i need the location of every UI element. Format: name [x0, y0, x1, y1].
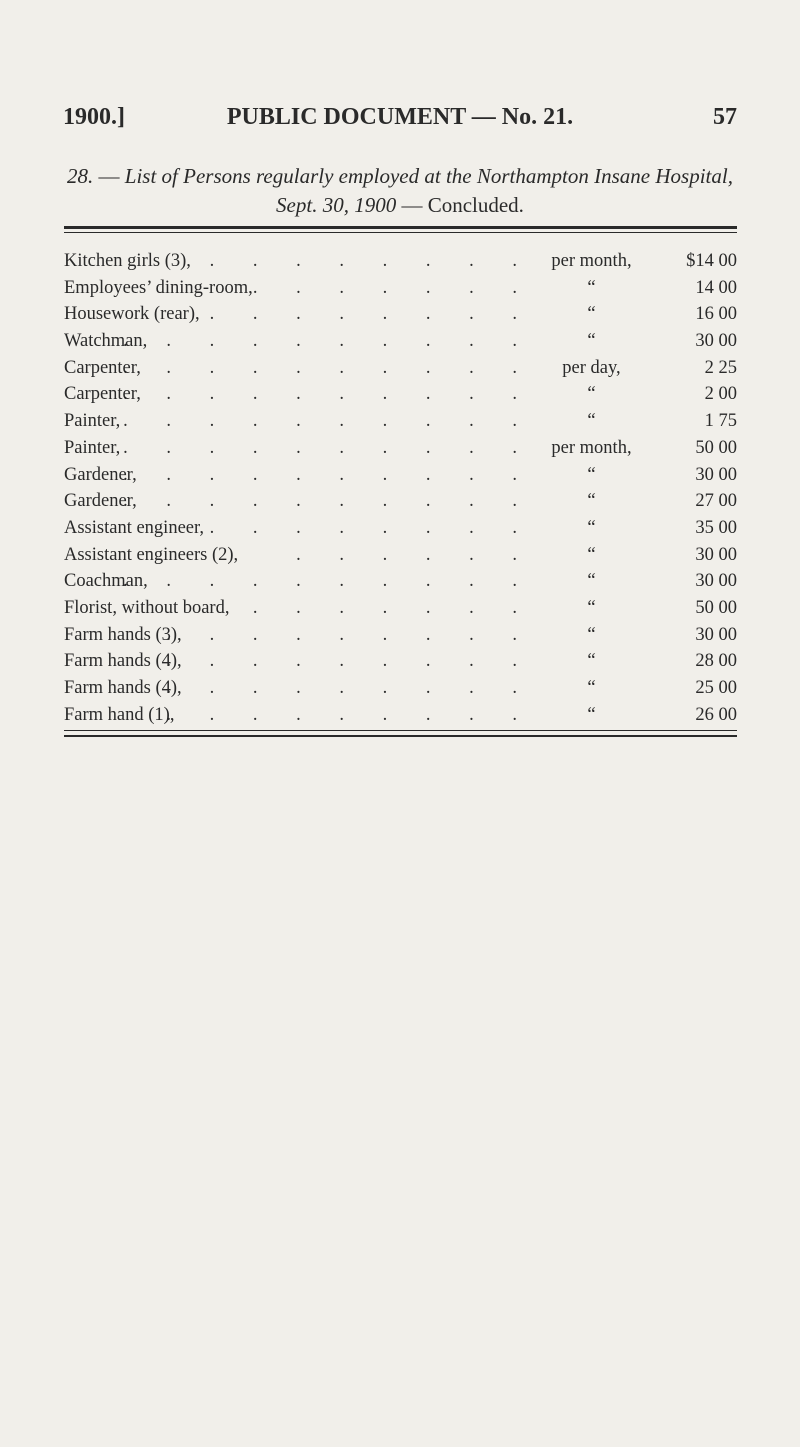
row-label: Housework (rear),	[64, 304, 200, 325]
leader-dots: . . . . . . . . . .	[123, 384, 534, 405]
row-amount: 27 00	[695, 491, 737, 512]
row-rate: “	[587, 491, 596, 512]
table-row	[64, 355, 737, 382]
row-amount: 50 00	[695, 437, 737, 458]
row-rate: per month,	[551, 251, 632, 271]
table-row	[64, 648, 737, 675]
row-amount: 30 00	[695, 624, 737, 645]
row-label: Farm hands (4),	[64, 678, 182, 698]
row-amount: 30 00	[695, 544, 737, 565]
leader-dots: . . . . . . . . . .	[123, 571, 534, 592]
bottom-rule-thin	[64, 730, 737, 731]
row-amount: 1 75	[704, 411, 737, 432]
table-row	[64, 542, 737, 569]
top-rule-thin	[64, 232, 737, 233]
caption-dash: —	[93, 164, 125, 188]
leader-dots: . . . . . . . .	[209, 517, 534, 538]
top-rule-thick	[64, 226, 737, 229]
row-label: Farm hands (3),	[64, 624, 182, 645]
row-label: Farm hands (4),	[64, 651, 182, 672]
row-rate: “	[587, 331, 596, 352]
row-label: Carpenter,	[64, 357, 141, 378]
row-amount: 30 00	[695, 331, 737, 352]
page-number: 57	[713, 104, 737, 130]
caption-number: 28.	[67, 164, 94, 188]
leader-dots: . . . . . . . . .	[166, 651, 534, 672]
row-label: Florist, without board,	[64, 597, 230, 618]
row-amount: 35 00	[695, 517, 737, 538]
row-amount: 14 00	[695, 277, 737, 298]
wage-table	[64, 248, 737, 728]
row-rate: “	[587, 651, 596, 672]
leader-dots: . . . . . .	[296, 544, 534, 565]
table-row	[64, 488, 737, 515]
row-label: Painter,	[64, 411, 121, 432]
row-rate: per month,	[551, 437, 632, 458]
table-row	[64, 408, 737, 435]
table-row	[64, 301, 737, 328]
table-row	[64, 462, 737, 489]
row-rate: “	[587, 384, 596, 405]
row-label: Assistant engineer,	[64, 517, 205, 538]
row-label: Assistant engineers (2),	[64, 544, 239, 565]
row-label: Gardener,	[64, 491, 137, 512]
row-label: Gardener,	[64, 464, 137, 485]
row-label: Carpenter,	[64, 384, 141, 405]
row-amount: 2 00	[704, 384, 737, 405]
row-label: Watchman,	[64, 331, 148, 352]
row-amount: 30 00	[695, 464, 737, 485]
table-row	[64, 702, 737, 729]
leader-dots: . . . . . . . . . .	[123, 357, 534, 378]
row-rate: “	[587, 597, 596, 618]
leader-dots: . . . . . . . . .	[166, 704, 534, 725]
table-row	[64, 595, 737, 622]
row-rate: “	[587, 464, 596, 485]
caption-title: List of Persons regularly employed at the Northampton Insane Hospital, Sept. 30, 1900	[124, 164, 733, 217]
header-title: PUBLIC DOCUMENT — No. 21.	[226, 104, 574, 130]
row-amount: 25 00	[695, 678, 737, 698]
row-rate: “	[587, 517, 596, 538]
row-rate: “	[587, 624, 596, 645]
caption-suffix: — Concluded.	[396, 193, 524, 217]
table-row	[64, 515, 737, 542]
row-rate: “	[587, 304, 596, 325]
leader-dots: . . . . . . . . . .	[123, 437, 534, 458]
table-row	[64, 435, 737, 462]
row-label: Coachman,	[64, 571, 148, 592]
row-rate: “	[587, 678, 596, 698]
row-label: Painter,	[64, 437, 121, 458]
table-row	[64, 275, 737, 302]
leader-dots: . . . . . . . . . .	[123, 411, 534, 432]
table-row	[64, 622, 737, 649]
table-caption	[60, 162, 740, 220]
row-rate: “	[587, 571, 596, 592]
row-rate: “	[587, 704, 596, 725]
running-header	[63, 104, 737, 136]
bottom-rule-thick	[64, 735, 737, 737]
row-amount: 50 00	[695, 597, 737, 618]
row-amount: 26 00	[695, 704, 737, 725]
row-label: Kitchen girls (3),	[64, 251, 191, 271]
row-rate: “	[587, 277, 596, 298]
row-label: Employees’ dining-room,	[64, 277, 253, 298]
leader-dots: . . . . . . . .	[209, 304, 534, 325]
table-row	[64, 381, 737, 408]
leader-dots: . . . . . . .	[252, 597, 534, 618]
table-row	[64, 675, 737, 702]
row-amount: $14 00	[686, 251, 737, 271]
leader-dots: . . . . . . . . . .	[123, 464, 534, 485]
row-amount: 30 00	[695, 571, 737, 592]
row-label: Farm hand (1),	[64, 704, 175, 725]
leader-dots: . . . . . . . . . .	[123, 491, 534, 512]
row-amount: 2 25	[704, 357, 737, 378]
leader-dots: . . . . . . . . .	[166, 624, 534, 645]
row-rate: per day,	[562, 357, 621, 378]
row-amount: 16 00	[695, 304, 737, 325]
row-rate: “	[587, 544, 596, 565]
table-row	[64, 328, 737, 355]
row-amount: 28 00	[695, 651, 737, 672]
leader-dots: . . . . . . . . .	[166, 678, 534, 698]
table-row	[64, 568, 737, 595]
leader-dots: . . . . . . . .	[209, 251, 534, 271]
leader-dots: . . . . . . .	[252, 277, 534, 298]
row-rate: “	[587, 411, 596, 432]
table-row	[64, 248, 737, 275]
header-year: 1900.]	[63, 104, 125, 130]
leader-dots: . . . . . . . . . .	[123, 331, 534, 352]
